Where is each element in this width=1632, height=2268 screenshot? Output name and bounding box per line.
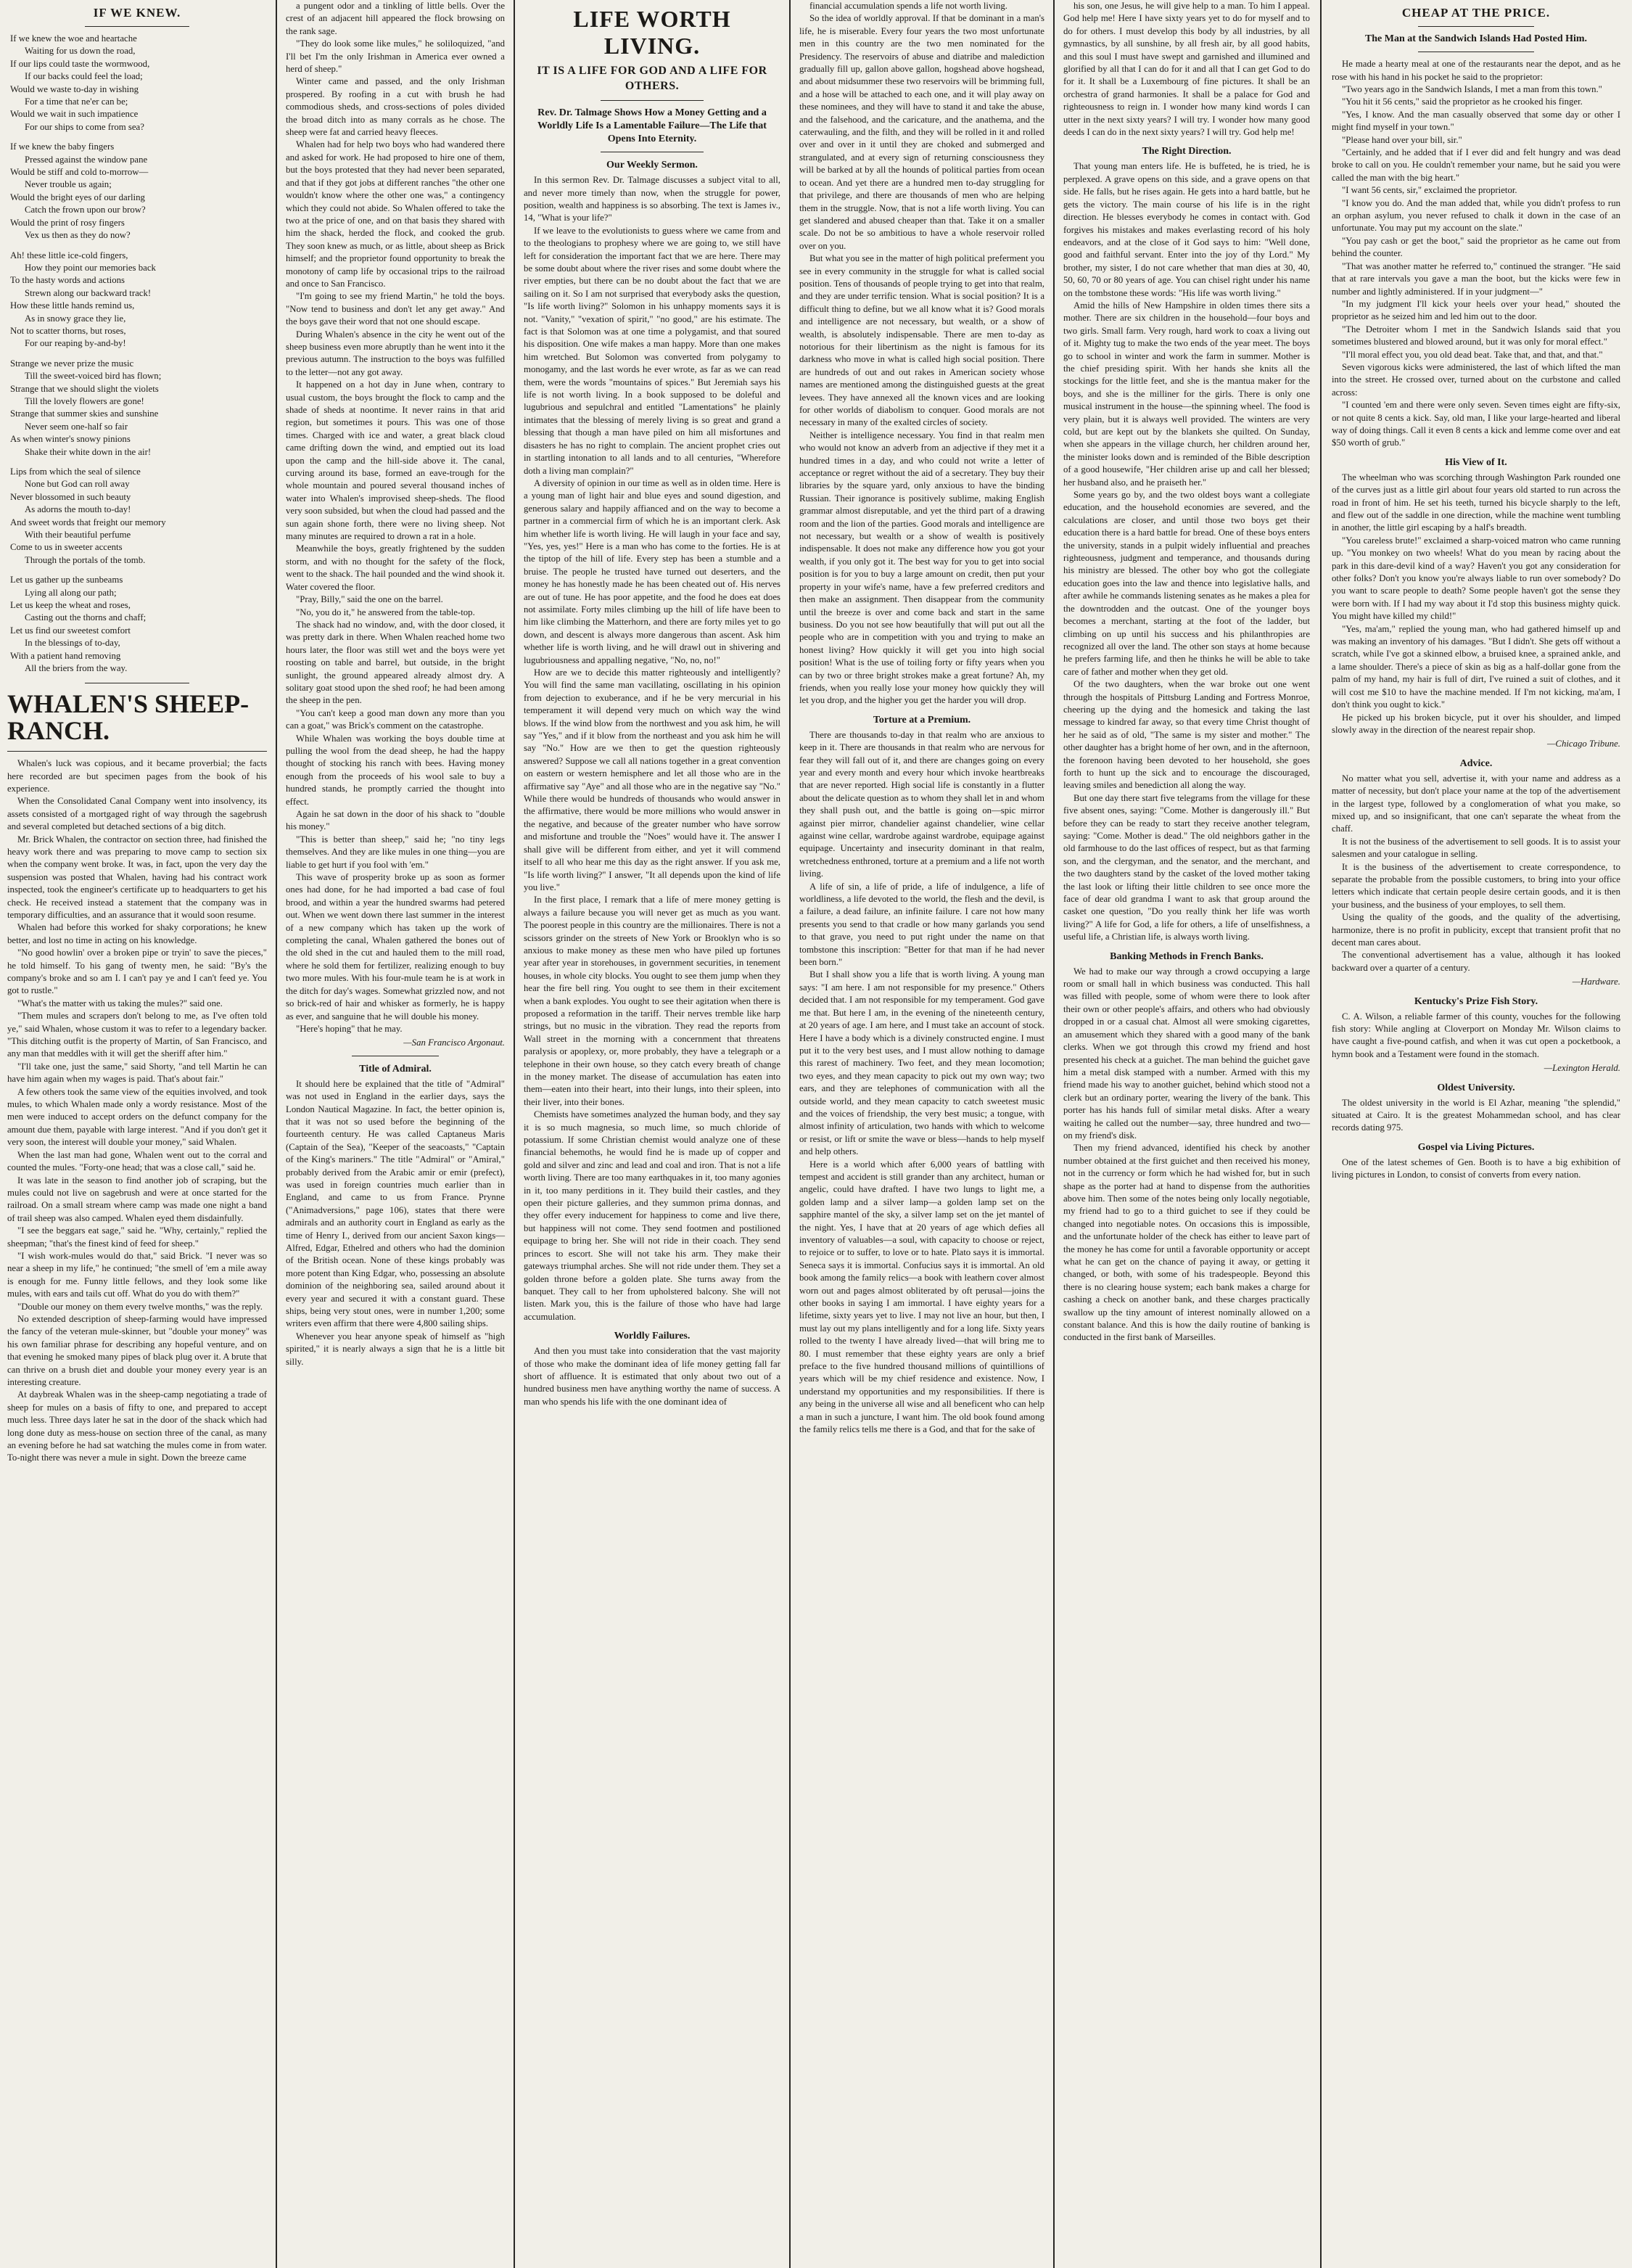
paragraph: No extended description of sheep-farming would have impressed the fancy of the veteran mule-skinner, but "double your money" was his own familiar phrase for describing any hopeful venture, and on that evening he smoked many pipes of black plug over it. A brute that can thrive on a brush diet and double your money every year is an interesting creature. — [7, 1313, 267, 1387]
article-body — [799, 0, 1044, 707]
paragraph: "Two years ago in the Sandwich Islands, I met a man from this town." — [1342, 84, 1602, 94]
poem-line: Till the lovely flowers are gone! — [25, 395, 144, 406]
poem-line: Would be stiff and cold to-morrow— — [10, 167, 149, 178]
poem-line: If we knew the baby fingers — [10, 141, 115, 152]
paragraph: Then my friend advanced, identified his check by another number obtained at the first guichet and then received his money, not in the currency or form which he had wished for, but in such shape as the porter had at hand to dispense from the authorities above him. Then some of the notes being only locally negotiable, my friend had to go to a third guichet to see if they could be changed into negotiable notes. On occasions this is impossible, and the unfortunate holder of the check has either to leave part of the money he has come for until a favorable opportunity or accept what he can get on the chance of paying it away, or getting it changed, or both, with some of his tradespeople. Beyond this there is no clearing house system; each bank makes a charge for cashing a check on another bank, and these charges practically swallow up the tiny amount of interest nominally allowed on a constant balance. And this is how the daily routine of banking is conducted in the first bank of Marseilles. — [1063, 1143, 1310, 1343]
poem-line: As in snowy grace they lie, — [25, 313, 126, 324]
paragraph: Winter came and passed, and the only Irishman prospered. By roofing in a cut with brush he had commodious sheds, and cross-sections of poles divided the broad ditch into as many corrals as he chose. The sheep were fat and carried heavy fleeces. — [286, 76, 505, 138]
paragraph: a pungent odor and a tinkling of little bells. Over the crest of an adjacent hill appeared the flock browsing on the rank sage. — [286, 1, 505, 36]
section-heading: Gospel via Living Pictures. — [1417, 1141, 1535, 1153]
paragraph: Here is a world which after 6,000 years of battling with tempest and accident is still grander than any architect, human or angelic, could have drafted. I have two lungs to light me, a golden lamp and a silver lamp—a golden lamp set on the sapphire mantel of the sky, a silver lamp set on the jet mantel of the night. Yes, I have that at 20 years of age which defies all inventory of valuables—a soul, with capacity to choose or reject, to rejoice or to suffer, to love or to hate. Plato says it is immortal. Seneca says it is immortal. Confucius says it is immortal. An old book among the family relics—a book with leathern cover almost worn out and pages almost obliterated by oft perusal—joins the other books in saying I am immortal. I have eighty years for a lifetime, sixty years yet to live. I may not live an hour, but then, I must lay out my plans intelligently and for a long life. Sixty years rolled to the twenty I have already lived—that will bring me to 80. I must remember that these eighty years are only a brief preface to the five hundred thousand millions of quintillions of years which will be my chief residence and existence. Now, I understand my opportunities and my responsibilities. If there is any being in the universe all wise and all beneficent who can help a man in such a juncture, I want him. The old book found among the family relics tells me there is a God, and that for the sake of — [799, 1159, 1044, 1435]
paragraph: When the Consolidated Canal Company went into insolvency, its assets consisted of a mortgaged right of way through the sagebrush and several completed but detached sections of a big ditch. — [7, 796, 267, 832]
poem-stanza — [7, 250, 267, 350]
article-body — [799, 729, 1044, 1437]
divider — [7, 751, 267, 752]
poem-line: Shake their white down in the air! — [25, 446, 152, 457]
paragraph: "You can't keep a good man down any more than you can a goat," was Brick's comment on the catastrophe. — [286, 707, 505, 731]
poem-line: Pressed against the window pane — [25, 154, 148, 165]
paragraph: "The Detroiter whom I met in the Sandwich Islands said that you sometimes blustered and blowed around, but it was only for moral effect." — [1332, 324, 1620, 348]
paragraph: "I'm going to see my friend Martin," he told the boys. "Now tend to business and don't let any get away." And the boys gave their word that not one should escape. — [286, 291, 505, 327]
paragraph: So the idea of worldly approval. If that be dominant in a man's life, he is miserable. Every four years the two most unfortunate men in this country are the two men nominated for the Presidency. The reservoirs of abuse and diatribe and malediction gradually fill up, gallon above gallon, hogshead above hogshead, and about midsummer these two reservoirs will be brimming full, and a hose will be attached to each one, and it will play away on these nominees, and they will have to stand it and take the abuse, and the falsehood, and the caricature, and the anathema, and the caterwauling, and the filth, and they will be rolled in it and rolled over and over in it until they are choked and submerged and strangulated, and at every sign of returning consciousness they will be barked at by all the hounds of political parties from ocean to ocean. And yet there are a hundred men to-day struggling for that privilege, and there are thousands of men who are helping them in the struggle. Now, that is not a life worth living. You can get slandered and abused cheaper than that. Take it on a smaller scale. Do not be so ambitious to have a whole reservoir rolled over on you. — [799, 13, 1044, 251]
paragraph: The oldest university in the world is El Azhar, meaning "the splendid," situated at Cairo. It is the greatest Mohammedan school, and has clear records dating 975. — [1332, 1097, 1620, 1133]
poem-line: None but God can roll away — [25, 479, 130, 490]
article-body — [1332, 472, 1620, 737]
paragraph: Mr. Brick Whalen, the contractor on section three, had finished the heavy work there and was preparing to move camp to section six when the company went broke. It was, in fact, upon the very day the suspension was posted that Whalen, having had his contract work inspected, took the engineer's certificate up to headquarters to get his check. He received instead a statement that the company was in temporary difficulties, and an assurance that it would soon resume. — [7, 834, 267, 920]
paragraph: There are thousands to-day in that realm who are anxious to keep in it. There are thousands in that realm who are nervous for fear they will fall out of it, and there are changes going on every year and every month and every hour which invoke heartbreaks that are never reported. High social life is constantly in a flutter about the delicate question as to whom they shall let in and whom they shall push out, and the battle is going on—spic mirror against pier mirror, chandelier against chandelier, wine cellar against wine cellar, wardrobe against wardrobe, equipage against equipage. Uncertainty and insecurity dominant in that realm, wretchedness enthroned, torture at a premium and a life not worth living. — [799, 729, 1044, 879]
column-rule — [1320, 0, 1322, 2268]
paragraph: "Pray, Billy," said the one on the barrel. — [296, 594, 443, 605]
paragraph: But I shall show you a life that is worth living. A young man says: "I am here. I am not responsible for my presence." Others decided that. I am not responsible for my temperament. God gave me that. But here I am, in the evening of the nineteenth century, at 20 years of age. I am here, and I must take an account of stock. Here I have a body which is a divinely constructed engine. I must put it to the very best uses, and I must allow nothing to damage this rarest of machinery. Two feet, and they mean locomotion; two eyes, and they mean capacity to pick out my own way; two ears, and they are telephones of communication with all the outside world, and they mean capacity to catch sweetest music and the voices of friendship, the very best music; a tongue, with almost infinity of articulation, two hands with which to welcome or resist, or lift or smite the wave or bless—hands to help myself and help others. — [799, 969, 1044, 1157]
article-credit: —San Francisco Argonaut. — [403, 1038, 505, 1048]
poem-line: Let us keep the wheat and roses, — [10, 600, 131, 611]
paragraph: While Whalen was working the boys double time at pulling the wool from the dead sheep, he had the happy thought of stocking his ranch with bees. Having money enough from the proceeds of his wool sale to buy a hundred stands, he promptly carried the thought into effect. — [286, 733, 505, 807]
poem-line: All the briers from the way. — [25, 663, 128, 674]
poem-line: Come to us in sweeter accents — [10, 542, 123, 553]
column-3 — [516, 0, 788, 2268]
article-body — [7, 757, 267, 1465]
paragraph: It should here be explained that the title of "Admiral" was not used in England in the earlier days, says the London Nautical Magazine. In fact, the better opinion is, that it was not so used before the beginning of the fourteenth century. He was called Captaneus Maris (Captain of the Sea), "Keeper of the seacoasts," "Captain of the King's mariners." The title "Admiral" or "Amiral," probably derived from the Arabic amir or emir (prefect), was used in foreign countries much earlier than in England, and came to us from France. Prynne ("Animadversions," page 106), states that there were admirals and an authority court in England as early as the time of Henry I., derived from our ancient Saxon kings—Alfred, Edgar, Ethelred and others who had the dominion of the British ocean. None of these kings probably was more potent than King Edgar, who, possessing an absolute dominion of the neighboring sea, sailed around about it every year and secured it with a constant guard. These ships, being very stout ones, were in number 1,200; some writers even affirm that there were 4,800 sailing ships. — [286, 1078, 505, 1329]
column-6 — [1324, 0, 1628, 2268]
paragraph: "You careless brute!" exclaimed a sharp-voiced matron who came running up. "You monkey on two wheels! What do you mean by racing about the park in this dare-devil kind of a way? Haven't you got any consideration for other folks? Don't you know you're always liable to run over somebody? Do you want to scare people to death? Some people haven't got the sense they were born with. If I had my way about it I'd stop this business mighty quick. You might have killed my child!" — [1332, 535, 1620, 622]
poem-stanza — [7, 358, 267, 459]
paragraph: The wheelman who was scorching through Washington Park rounded one of the curves just as a little girl about four years old started to run across the road in front of him. He set his teeth, turned his bicycle sharply to the left, and flew out of the saddle in one direction, while the machine went tumbling in another, the little girl escaping by a half's breadth. — [1332, 472, 1620, 533]
paragraph: It happened on a hot day in June when, contrary to usual custom, the boys brought the flock to camp and the shade of sheds at noontime. It never rains in that arid region, but sometimes it pours. This was one of those times. Charged with ice and water, a great black cloud came drifting down the wind, and emptied out its load upon the camp and the hill-side above it. The canal, curving around its base, formed an eave-trough for the whole mountain and poured several thousand inches of water into Whalen's improvised sheep-sheds. The flood very soon subsided, but when the cloud had passed and the sun again shone forth, there were no living sheep. Not many minutes are required to drown a rat in a hole. — [286, 379, 505, 542]
paragraph: "They do look some like mules," he soliloquized, "and I'll bet I'm the only Irishman in America ever owned a herd of sheep." — [286, 38, 505, 75]
paragraph: But one day there start five telegrams from the village for these five absent ones, saying: "Come. Mother is dangerously ill." But before they can be ready to start they receive another telegram, saying: "Come. Mother is dead." The old neighbors gather in the old farmhouse to do the last offices of respect, but as that farming son, and the clergyman, and the senator, and the merchant, and the two daughters stand by the casket of the loved mother taking the last look or lifting their little children to see once more the face of dear old grandma I want to ask that group around the casket one question, "Do you really think her life was worth living?" A life for God, a life for others, a life of unselfishness, a useful life, a Christian life, is always worth living. — [1063, 792, 1310, 942]
poem-line: Would the print of rosy fingers — [10, 217, 125, 228]
paragraph: "I want 56 cents, sir," exclaimed the proprietor. — [1342, 185, 1517, 196]
article-title: Title of Admiral. — [359, 1063, 432, 1075]
paragraph: He made a hearty meal at one of the restaurants near the depot, and as he rose with his hand in his pocket he said to the proprietor: — [1332, 59, 1620, 82]
poem — [7, 33, 267, 675]
poem-line: Waiting for us down the road, — [25, 46, 136, 57]
article-credit: —Chicago Tribune. — [1547, 739, 1620, 749]
paragraph: "Yes, I know. And the man casually observed that some day or other I might find myself in your town." — [1332, 109, 1620, 133]
section-heading: The Right Direction. — [1142, 146, 1232, 157]
poem-line: Strange that summer skies and sunshine — [10, 408, 159, 419]
paragraph: That young man enters life. He is buffeted, he is tried, he is perplexed. A grave opens on this side, and a grave opens on that side. He falls, but he rises again. He gets into a hard battle, but he gets the victory. The main course of his life is in the right direction. He blesses everybody he comes in contact with. God forgives his mistakes and makes everlasting record of his holy endeavors, and at the close of it God says to him: "Well done, good and faithful servant. Enter into the joy of thy Lord." My brother, my sister, I do not care whether that man dies at 30, 40, 50, 60, 70 or 80 years of age. You can chisel right under his name on the tombstone these words: "His life was worth living." — [1063, 161, 1310, 298]
paragraph: He picked up his broken bicycle, put it over his shoulder, and limped slowly away in the direction of the nearest repair shop. — [1332, 712, 1620, 735]
poem-title: IF WE KNEW. — [93, 6, 181, 20]
column-rule — [1053, 0, 1055, 2268]
paragraph: "I'll moral effect you, you old dead beat. Take that, and that, and that." — [1342, 349, 1603, 360]
sermon-title: LIFE WORTH LIVING. — [573, 6, 731, 59]
poem-line: As adorns the mouth to-day! — [25, 504, 131, 515]
story-title: WHALEN'S SHEEP-RANCH. — [7, 689, 250, 746]
paragraph: Whalen's luck was copious, and it became proverbial; the facts here recorded are but specimen pages from the book of his experience. — [7, 758, 267, 794]
poem-line: If our lips could taste the wormwood, — [10, 58, 150, 69]
article-body — [286, 0, 505, 1035]
paragraph: "Double our money on them every twelve months," was the reply. — [17, 1301, 263, 1312]
paragraph: It was late in the season to find another job of scraping, but the mules could not live on sagebrush and were at once started for the railroad. On a small stream where camp was made one night a band of trail sheep was also camped. Whalen eyed them disdainfully. — [7, 1175, 267, 1223]
section-heading: Our Weekly Sermon. — [606, 160, 698, 171]
paragraph: Seven vigorous kicks were administered, the last of which lifted the man into the street. He crossed over, turned about on the curbstone and called across: — [1332, 361, 1620, 398]
paragraph: "Certainly, and he added that if I ever did and felt hungry and was dead broke to call on you. He couldn't remember your name, but he said you were called the man with the big heart." — [1332, 147, 1620, 183]
poem-line: Ah! these little ice-cold fingers, — [10, 250, 128, 260]
section-heading: Advice. — [1459, 757, 1493, 769]
section-heading: Worldly Failures. — [614, 1331, 691, 1342]
poem-line: Never trouble us again; — [25, 179, 112, 190]
poem-line: As when winter's snowy pinions — [10, 434, 131, 445]
poem-line: And sweet words that freight our memory — [10, 517, 166, 527]
poem-stanza — [7, 141, 267, 242]
poem-line: Through the portals of the tomb. — [25, 554, 146, 565]
column-1 — [0, 0, 274, 2268]
paragraph: If we leave to the evolutionists to guess where we came from and to the theologians to prophesy where we are going to, we still have left for consideration the important fact that we are here. There may be some doubt about where the river rises and some doubt where the river empties, but there can be no doubt about the fact that we are sailing on it. So I am not surprised that everybody asks the question, "Is life worth living?" Solomon in his unhappy moments says it is not. "Vanity," "vexation of spirit," "no good," are his estimate. The fact is that Solomon was at one time a polygamist, and that soured his disposition. One wife makes a man happy. More than one makes him wretched. But Solomon was converted from polygamy to monogamy, and the last words he ever wrote, as far as we can read them, were the words "mountains of spices." But Jeremiah says his life is not worth living. In a book supposed to be doleful and lugubrious and sepulchral and entitled "Lamentations" he plainly intimates that the blessing of merely living is so great and grand a blessing that though a man have piled on him all misfortunes and disasters he has no right to complain. The ancient prophet cries out in startling intonation to all lands and to all centuries, "Wherefore doth a living man complain?" — [524, 225, 780, 476]
paragraph: One of the latest schemes of Gen. Booth is to have a big exhibition of living pictures in London, to consist of converts from every nation. — [1332, 1156, 1620, 1180]
poem-stanza — [7, 466, 267, 567]
paragraph: "You hit it 56 cents," said the proprietor as he crooked his finger. — [1342, 96, 1583, 107]
paragraph: "Them mules and scrapers don't belong to me, as I've often told ye," said Whalen, whose custom it was to refer to a legendary backer. "This ditching outfit is the property of Martin, of San Francisco, and any man that meddles with it will get the sheriff after him." — [7, 1011, 267, 1059]
poem-stanza — [7, 33, 267, 133]
poem-line: Let us gather up the sunbeams — [10, 575, 123, 586]
article-deck: The Man at the Sandwich Islands Had Posted Him. — [1364, 33, 1588, 44]
paragraph: Whalen had before this worked for shaky corporations; he knew better, and lost no time in acting on his knowledge. — [7, 922, 267, 945]
poem-line: Would the bright eyes of our darling — [10, 192, 145, 202]
paragraph: In the first place, I remark that a life of mere money getting is always a failure because you will never get as much as you want. The poorest people in this country are the millionaires. There is not a scissors grinder on the streets of New York or Brooklyn who is so anxious to make money as these men who have piled up fortunes year after year in storehouses, in government securities, in tenement houses, in whole city blocks. You ought to see them jump when they hear the fire bell ring. You ought to see them in their excitement when a bank explodes. You ought to see their agitation when there is proposed a reformation in the tariff. Their nerves tremble like harp strings, but no music in the vibration. They read the reports from Wall street in the morning with a concernment that threatens paralysis or apoplexy, or, more probably, they have a telegraph or a telephone in their own house, so they catch every breath of change in the money market. The disease of accumulation has eaten into them—eaten into their heart, into their lungs, into their spleen, into their liver, into their bones. — [524, 895, 780, 1107]
article-body — [1332, 1156, 1620, 1182]
poem-line: Catch the frown upon our brow? — [25, 205, 146, 215]
poem-line: Strewn along our backward track! — [25, 287, 152, 298]
column-4 — [792, 0, 1052, 2268]
paragraph: Chemists have sometimes analyzed the human body, and they say it is so much magnesia, so much lime, so much chloride of potassium. If some Christian chemist would analyze one of these financial behemoths, he would find he is made up of copper and gold and silver and zinc and lead and coal and iron. That is not a life worth living. There are too many earthquakes in it, too many agonies in it, too many perditions in it. They build their castles, and they open their picture galleries, and they summon prima donnas, and they offer every inducement for happiness to come and live there, but happiness will not come. They send footmen and postilioned equipage to bring her. She will not ride in their coach. They send princes to escort. She will not take his arm. They make their gateways triumphal arches. She will not ride under them. They set a golden throne before a golden plate. She turns away from the banquet. They call to her from upholstered balcony. She will not listen. Mark you, this is the failure of those who have had large accumulation. — [524, 1109, 780, 1322]
poem-line: Casting out the thorns and chaff; — [25, 612, 147, 623]
paragraph: At daybreak Whalen was in the sheep-camp negotiating a trade of sheep for mules on a basis of fifty to one, and prepared to accept much less. Three days later he sat in the door of the shack which had long done duty as mess-house on section three of the canal, as many an evening before he had sat watching the mules come in from water. To-night there was never a mule in sight. Down the breeze came — [7, 1389, 267, 1463]
paragraph: Whalen had for help two boys who had wandered there and asked for work. He had proposed to hire one of them, but the boys protested that they had never been separated, and that if they got jobs at different ranches "the other one wouldn't know where the other one was," a contingency which they could not abide. So Whalen offered to take the two at the price of one, and on that basis they shared with him the shack, herded the flock, and cooked the grub. They soon knew as much, or as little, about sheep as Brick himself; and the proprietor found opportunity to break the monotony of camp life by occasional trips to the railroad and once to San Francisco. — [286, 139, 505, 289]
article-body — [1332, 773, 1620, 975]
paragraph: A few others took the same view of the equities involved, and took mules, to which Whalen made only a wordy resistance. Most of the men were induced to accept orders on the defunct company for the amount due them, payable with large interest. "And if you don't get it very soon, the interest will double your money," said Whalen. — [7, 1086, 267, 1148]
section-heading: Banking Methods in French Banks. — [1110, 950, 1264, 962]
article-body — [1332, 58, 1620, 450]
poem-line: For a time that ne'er can be; — [25, 96, 128, 107]
paragraph: Meanwhile the boys, greatly frightened by the sudden storm, and with no thought for the safety of the flock, went to the shack. The hail pounded and the wind shook it. Water covered the floor. — [286, 543, 505, 592]
article-body — [286, 1078, 505, 1368]
poem-line: With their beautiful perfume — [25, 530, 131, 541]
poem-line: If our backs could feel the load; — [25, 71, 143, 82]
paragraph: "What's the matter with us taking the mules?" said one. — [17, 998, 223, 1008]
column-rule — [789, 0, 791, 2268]
poem-line: Not to scatter thorns, but roses, — [10, 325, 126, 336]
paragraph: Neither is intelligence necessary. You find in that realm men who would not know an adverb from an adjective if they met it a hundred times in a day, and who could not write a letter of acceptance or regret without the aid of a secretary. They buy their libraries by the square yard, only anxious to have the binding Russian. Their ignorance is positively sublime, making English grammar almost disreputable, and yet the third part of a drawing room and the lion of the parties. Good morals and intelligence are not necessary, but wealth or a show of wealth is positively indispensable. It does not make any difference how you got your wealth, if you only got it. The best way for you to get into social position is for you to buy a large amount on credit, then put your property in your wife's name, have a few preferred creditors and then make an assignment. Then disappear from the community until the breeze is over and come back and start in the same business. Do you not see how beautifully that will put out all the people who are in competition with you and trying to make an honest living? How quickly it will get you into high social position! What is the use of toiling forty or fifty years when you can by two or three bright strokes make a great fortune? Ah, my friends, when you really lose your money how quickly they will let you drop, and the higher you get the harder you will drop. — [799, 430, 1044, 706]
section-heading: His View of It. — [1445, 456, 1507, 468]
poem-line: Would we waste to-day in wishing — [10, 83, 139, 94]
article-body — [524, 174, 780, 1323]
column-rule — [514, 0, 515, 2268]
poem-line: Strange that we should slight the violets — [10, 383, 159, 394]
article-title: CHEAP AT THE PRICE. — [1401, 6, 1551, 20]
divider — [601, 100, 704, 101]
paragraph: "Yes, ma'am," replied the young man, who had gathered himself up and was making an inventory of his damages. "But I didn't. She gets off without a scratch, while I've got a skinned elbow, a bruised knee, a sprained ankle, and a lame shoulder. There's a piece of skin as big as a half-dollar gone from the palm of my hand, my hair is full of dirt, I've ruined a suit of clothes, and it will cost me $10 to have the machine mended. If I'm not kicking, ma'am, I don't think you ought to kick." — [1332, 623, 1620, 710]
paragraph: "I see the beggars eat sage," said he. "Why, certainly," replied the sheepman; "that's the finest kind of feed for sheep." — [7, 1225, 267, 1249]
poem-stanza — [7, 574, 267, 675]
paragraph: During Whalen's absence in the city he went out of the sheep business even more abruptly than he went into it the previous autumn. The instruction to the boys was fulfilled to the letter—not any got away. — [286, 329, 505, 377]
poem-line: Lying all along our path; — [25, 587, 117, 598]
article-body — [1063, 966, 1310, 1344]
paragraph: Of the two daughters, when the war broke out one went through the hospitals of Pittsburg Landing and Fortress Monroe, cheering up the dying and the homesick and taking the last message to kindred far away, so that every time Christ thought of her he said as of old, "The same is my sister and mother." The other daughter has a bright home of her own, and in the afternoon, the forenoon having been devoted to her household, she goes forth to hunt up the sick and to encourage the discouraged, leaving smiles and benediction all along the way. — [1063, 679, 1310, 791]
paragraph: financial accumulation spends a life not worth living. — [809, 1, 1007, 11]
poem-line: Lips from which the seal of silence — [10, 467, 141, 477]
poem-line: How these little hands remind us, — [10, 300, 135, 311]
sermon-deck: IT IS A LIFE FOR GOD AND A LIFE FOR OTHERS. — [537, 65, 767, 92]
article-body — [524, 1345, 780, 1408]
poem-line: Never seem one-half so fair — [25, 421, 128, 432]
article-body — [1063, 0, 1310, 139]
paragraph: "I know you do. And the man added that, while you didn't profess to run an orphan asylum, you never refused to chalk it down in the case of an unfortunate. You may put my account on the slate." — [1332, 197, 1620, 234]
column-2 — [279, 0, 512, 2268]
column-rule — [276, 0, 277, 2268]
article-body — [1063, 160, 1310, 943]
paragraph: "Here's hoping" that he may. — [296, 1023, 403, 1034]
paragraph: Whenever you hear anyone speak of himself as "high spirited," it is nearly always a sign that he is a little bit silly. — [286, 1331, 505, 1367]
paragraph: No matter what you sell, advertise it, with your name and address as a matter of necessity, but don't place your name at the top of the advertisement in the largest type, followed by a conglomeration of what you make, so mixed up, and so insignificant, that one can't separate the wheat from the chaff. — [1332, 773, 1620, 834]
paragraph: "In my judgment I'll kick your heels over your head," shouted the proprietor as he seized him and led him out to the door. — [1332, 298, 1620, 322]
paragraph: "This is better than sheep," said he; "no tiny legs themselves. And they are like mules in one thing—you are liable to get hurt if you fool with 'em." — [286, 834, 505, 870]
section-heading: Oldest University. — [1437, 1082, 1515, 1093]
paragraph: In this sermon Rev. Dr. Talmage discusses a subject vital to all, and never more timely than now, when the struggle for power, position, wealth and happiness is so absorbing. The text is James iv., 14, "What is your life?" — [524, 175, 780, 223]
poem-line: If we knew the woe and heartache — [10, 33, 137, 44]
poem-line: For our reaping by-and-by! — [25, 338, 126, 349]
paragraph: "I wish work-mules would do that," said Brick. "I never was so near a sheep in my life," he continued; "the smell of 'em a mile away is enough for me. Funny little fellows, and they look some like mules, with ears and tails cut off. What do you do with them?" — [7, 1250, 267, 1299]
poem-line: Never blossomed in such beauty — [10, 491, 131, 502]
poem-line: With a patient hand removing — [10, 650, 121, 661]
paragraph: C. A. Wilson, a reliable farmer of this county, vouches for the following fish story: While angling at Cloverport on Monday Mr. Wilson claims to have caught a five-pound catfish, and when it was cut open a pocketbook, a hymn book and a Testament were found in the stomach. — [1332, 1011, 1620, 1059]
paragraph: We had to make our way through a crowd occupying a large room or small hall in which business was conducted. This hall was filled with people, some of whom were there to look after their own or other people's affairs, and others who had obviously dropped in or a casual chat. Almost all were smoking cigarettes, an amusement which they shared with a good many of the bank clerks. When we got through this crowd my friend and host presented his check at a guichet. The man behind the guichet gave him a metal disk stamped with a number. Armed with this my friend made his way to another guichet, behind which stood not a clerk but an ordinary porter, wearing the livery of the bank. This porter has his hands full of similar metal disks. After a weary waiting he called out the number—say, three hundred and two—on my friend's disk. — [1063, 966, 1310, 1141]
divider — [1418, 26, 1533, 27]
paragraph: "I'll take one, just the same," said Shorty, "and tell Martin he can have him again when my wages is paid. That's about fair." — [7, 1061, 267, 1085]
poem-line: Strange we never prize the music — [10, 358, 134, 369]
paragraph: Again he sat down in the door of his shack to "double his money." — [286, 809, 505, 832]
poem-line: Would we wait in such impatience — [10, 109, 139, 120]
paragraph: Amid the hills of New Hampshire in olden times there sits a mother. There are six children in the household—four boys and two girls. Small farm. Very rough, hard work to coax a living out of it. Mighty tug to make the two ends of the year meet. The boys go to school in winter and work the farm in summer. Mother is the chief presiding spirit. With her hands she knits all the stockings for the little feet, and she is the mantua maker for the boys, and she is the milliner for the girls. There is only one musical instrument in the house—the spinning wheel. The food is very plain, but it is always well provided. The winters are very cold, but are kept out by the blankets she quilted. On Sunday, when she appears in the village church, her children around her, the minister looks down and is reminded of the Bible description of a good housewife, "Her children arise up and call her blessed; her husband also, and he praiseth her." — [1063, 300, 1310, 488]
section-heading: Kentucky's Prize Fish Story. — [1414, 995, 1538, 1007]
article-credit: —Lexington Herald. — [1544, 1063, 1620, 1074]
poem-line: Let us find our sweetest comfort — [10, 625, 131, 636]
paragraph: It is the business of the advertisement to create correspondence, to separate the probable from the possible customers, to bring into your office letters which indicate that certain people desire certain goods, and it is then your business, and the business of your employes, to sell them. — [1332, 861, 1620, 910]
poem-line: How they point our memories back — [25, 262, 156, 273]
paragraph: "No good howlin' over a broken pipe or tryin' to save the pieces," he told himself. To his gang of twenty men, he said: "By's the company's broke and so am I. I can't pay ye and I can't feed ye. You got to rustle." — [7, 948, 267, 996]
paragraph: This wave of prosperity broke up as soon as former ones had done, for he had imported a bad case of foul brood, and within a year the hundred swarms had petered out. When we went down there last summer in the interest of a new company which has taken up the work of completing the canal, Whalen gathered the bones out of the old shed in the cut and hauled them to the mill road, where he sold them for fertilizer, realizing enough to buy two more mules. With his four-mule team he is at work in the ditch for day's wages. Somewhat grizzled now, and not so brick-red of hair and whisker as formerly, he is happy as ever, and sanguine that he will double his money. — [286, 872, 505, 1022]
paragraph: How are we to decide this matter righteously and intelligently? You will find the same man vacillating, oscillating in his opinion from dejection to exuberance, and if he be very mercurial in his temperament it will depend very much on which way the wind blows. If the wind blow from the northwest and you ask him, he will say "Yes," and if it blow from the northeast and you ask him he will say "No." How are we then to get the question righteously answered? Suppose we call all nations together in a great convention on eastern or western hemisphere and let all those who are in the affirmative say "Aye" and all those who are in the negative say "No." While there would be hundreds of thousands who would answer in the affirmative, there would be more millions who would answer in the negative, and because of the greater number who have sorrow and misfortune and trouble the "Noes" would have it. The answer I shall give will be different from either, and yet it will commend itself to all who hear me this day as the right answer. If you ask me, "Is life worth living?" I answer, "It all depends upon the kind of life you live." — [524, 667, 780, 892]
poem-line: Till the sweet-voiced bird has flown; — [25, 371, 162, 382]
poem-line: To the hasty words and actions — [10, 275, 125, 286]
paragraph: The shack had no window, and, with the door closed, it was pretty dark in there. When Whalen reached home two hours later, the floor was still wet and the boys were yet roosting on table and barrel, but outside, in the bright sunlight, the ground appeared already almost dry. A solitary goat stood upon the shed roof; he had been among the sheep in the pen. — [286, 619, 505, 706]
poem-line: For our ships to come from sea? — [25, 121, 144, 132]
column-5 — [1056, 0, 1317, 2268]
paragraph: "That was another matter he referred to," continued the stranger. "He said that at rare intervals you gave a man the boot, but the kicks were few in number and lightly administered. If in your judgment—" — [1332, 260, 1620, 297]
sermon-subdeck: Rev. Dr. Talmage Shows How a Money Getting and a Worldly Life Is a Lamentable Failure—The Life that Opens Into Eternity. — [537, 107, 767, 144]
paragraph: A diversity of opinion in our time as well as in olden time. Here is a young man of light hair and blue eyes and sound digestion, and generous salary and happily affianced and on the way to become a partner in a commercial firm of which he is an important clerk. Ask him whether life is worth living. He will laugh in your face and say, "Yes, yes, yes!" Here is a man who has come to the forties. He is at the tiptop of the hill of life. Every step has been a stumble and a bruise. The people he trusted have turned out deserters, and the money he has honestly made he has been cheated out of. His nerves are out of tune. He has poor appetite, and the food he does eat does not assimilate. Forty miles climbing up the hill of life have been to him like climbing the Matterhorn, and there are forty miles yet to go down, and descent is always more dangerous than ascent. Ask him whether life is worth living, and he will drawl out in shivering and lugubriousness and appalling negative, "No, no, no!" — [524, 477, 780, 665]
paragraph: But what you see in the matter of high political preferment you see in every community in the struggle for what is called social position. Tens of thousands of people trying to get into that realm, and they are under terrific tension. What is social position? It is a difficult thing to define, but we all know what it is? Good morals and intelligence are not necessary, but wealth, or a show of wealth, is absolutely indispensable. There are men to-day as notorious for their libertinism as the night is famous for its darkness who move in what is called high social position. There are hundreds of out and out rakes in American society whose names are mentioned among the distinguished guests at the great levees. They have annexed all the known vices and are looking for other worlds of diabolism to conquer. Good morals are not necessary in many of the exalted circles of society. — [799, 253, 1044, 428]
article-body — [1332, 1097, 1620, 1135]
paragraph: When the last man had gone, Whalen went out to the corral and counted the mules. "Forty-one head; that was a close call," said he. — [7, 1149, 267, 1173]
paragraph: "No, you do it," he answered from the table-top. — [296, 607, 475, 617]
divider — [85, 26, 189, 27]
paragraph: And then you must take into consideration that the vast majority of those who make the dominant idea of life money getting fall far short of affluence. It is estimated that only about two out of a hundred business men have anything worthy the name of success. A man who spends his life with the one dominant idea of — [524, 1346, 780, 1407]
paragraph: Some years go by, and the two oldest boys want a collegiate education, and the household economies are severed, and the calculations are closer, and until those two boys get their education there is a hard battle for bread. One of these boys enters the university, stands in a pulpit widely influential and preaches righteousness, judgment and temperance, and thousands during his ministry are blessed. The other boy who got the collegiate education goes into the law and thence into legislative halls, and after awhile he commands listening senates as he makes a plea for the downtrodden and the outcast. One of the younger boys becomes a merchant, starting at the foot of the ladder, but climbing on up until his success and his philanthropies are recognized all over the land. The other son stays at home because he prefers farming life, and then he thinks he will be able to take care of father and mother when they get old. — [1063, 490, 1310, 677]
paragraph: "You pay cash or get the boot," said the proprietor as he came out from behind the counter. — [1332, 235, 1620, 259]
poem-line: In the blessings of to-day, — [25, 638, 120, 649]
paragraph: his son, one Jesus, he will give help to a man. To him I appeal. God help me! Here I have sixty years yet to do for myself and to do for others. I must develop this body by all industries, by all gymnastics, by all sunshine, by all fresh air, by all good habits, and this soul I must have swept and garnished and illumined and glorified by all that I can do for it and all that I can get God to do for it. It shall be a Luxembourg of fine pictures. It shall be an orchestra of grand harmonies. It shall be a palace for God and righteousness to reign in. I wonder how many kind words I can utter in the next sixty years? I will try. I wonder how many good deeds I can do in the next sixty years? I will try. God help me! — [1063, 1, 1310, 138]
article-credit: —Hardware. — [1572, 977, 1620, 987]
section-heading: Torture at a Premium. — [873, 714, 971, 726]
paragraph: The conventional advertisement has a value, although it has looked backward over a quarter of a century. — [1332, 950, 1620, 973]
paragraph: It is not the business of the advertisement to sell goods. It is to assist your salesmen and your catalogue in selling. — [1332, 836, 1620, 860]
paragraph: Using the quality of the goods, and the quality of the advertising, harmonize, there is no profit in publicity, except that transient profit that no decent man cares about. — [1332, 912, 1620, 948]
paragraph: "Please hand over your bill, sir." — [1342, 134, 1462, 145]
poem-line: Vex us then as they do now? — [25, 230, 131, 241]
paragraph: "I counted 'em and there were only seven. Seven times eight are fifty-six, or not quite 8 cents a kick. Say, old man, I like your large-hearted and liberal way of doing things. Call it even 8 cents a kick and lemme come over and eat $50 worth of grub." — [1332, 400, 1620, 448]
article-body — [1332, 1011, 1620, 1061]
paragraph: A life of sin, a life of pride, a life of indulgence, a life of worldliness, a life devoted to the world, the flesh and the devil, is a failure, a dead failure, an infinite failure. I care not how many presents you send to that cradle or how many garlands you send to that grave, you need to put right under the name on that tombstone this inscription: "Better for that man if he had never been born." — [799, 881, 1044, 968]
